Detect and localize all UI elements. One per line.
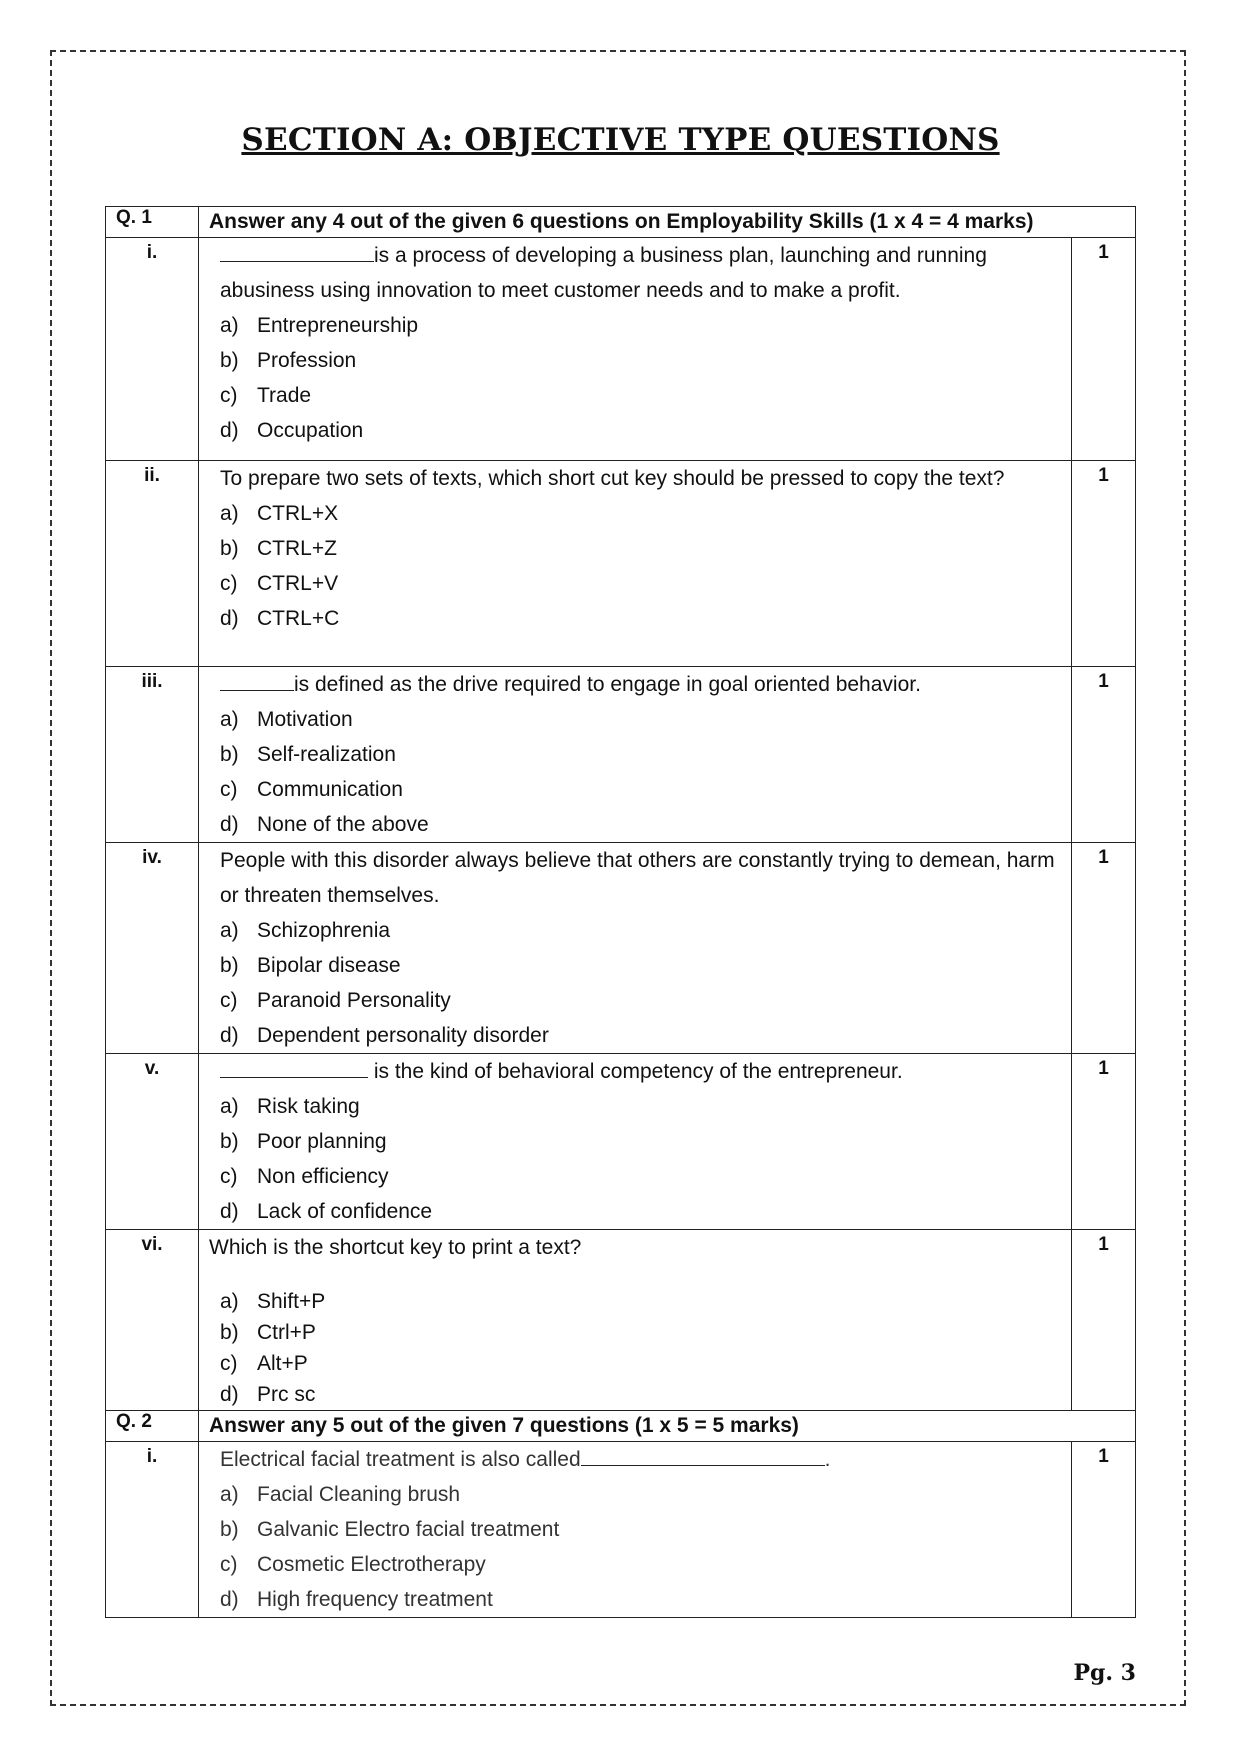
question-number: v. [106,1054,199,1230]
question-number: vi. [106,1230,199,1411]
option-item: b) Bipolar disease [220,954,401,977]
marks: 1 [1072,238,1136,461]
options-list [220,496,1061,636]
question-body [199,667,1072,843]
q2-number: Q. 2 [106,1411,199,1442]
answer-blank [581,1443,825,1466]
options-list [220,1089,1061,1229]
q1-number: Q. 1 [106,207,199,238]
option-item: d) High frequency treatment [220,1588,493,1611]
question-body [199,1230,1072,1411]
question-number: i. [106,1442,199,1618]
question-body [199,461,1072,667]
option-item: c) Trade [220,384,312,407]
question-body [199,1054,1072,1230]
options-list [220,1477,1061,1617]
options-list [220,1286,1061,1410]
page-number: Pg. 3 [1073,1660,1136,1686]
question-text: People with this disorder always believe that others are constantly trying to demean, harm or threaten themselves. [220,849,1055,907]
option-item: b) CTRL+Z [220,537,337,560]
question-number: ii. [106,461,199,667]
option-item: c) Communication [220,778,403,801]
question-text: To prepare two sets of texts, which short cut key should be pressed to copy the text? [220,467,1005,490]
question-number: i. [106,238,199,461]
question-body [199,1442,1072,1618]
option-item: c) Cosmetic Electrotherapy [220,1553,486,1576]
question-text: is a process of developing a business plan, launching and running abusiness using innovation to meet customer needs and to make a profit. [220,238,1061,308]
option-item: d) None of the above [220,813,429,836]
question-text: is defined as the drive required to engage in goal oriented behavior. [220,667,1061,702]
marks: 1 [1072,461,1136,667]
option-item: c) CTRL+V [220,572,339,595]
options-list [220,913,1061,1053]
option-item: b) Profession [220,349,357,372]
option-item: d) Occupation [220,419,364,442]
option-item: a) Risk taking [220,1095,360,1118]
question-table [105,206,1136,1618]
option-item: a) Motivation [220,708,353,731]
section-title: SECTION A: OBJECTIVE TYPE QUESTIONS [241,122,1000,158]
option-item: b) Poor planning [220,1130,387,1153]
option-item: d) CTRL+C [220,607,340,630]
marks: 1 [1072,1230,1136,1411]
option-item: c) Alt+P [220,1352,308,1375]
question-text: Electrical facial treatment is also called . [220,1442,1061,1477]
option-item: c) Non efficiency [220,1165,389,1188]
option-item: d) Prc sc [220,1383,316,1406]
question-row [106,461,1136,667]
marks: 1 [1072,1054,1136,1230]
q1-header-row [106,207,1136,238]
q2-heading: Answer any 5 out of the given 7 questions (1 x 5 = 5 marks) [199,1411,1136,1442]
option-item: b) Ctrl+P [220,1321,316,1344]
question-number: iv. [106,843,199,1054]
option-item: c) Paranoid Personality [220,989,451,1012]
q1-heading: Answer any 4 out of the given 6 questions on Employability Skills (1 x 4 = 4 marks) [199,207,1136,238]
option-item: a) Shift+P [220,1290,326,1313]
marks: 1 [1072,667,1136,843]
options-list [220,702,1061,842]
answer-blank [220,239,374,262]
option-item: b) Self-realization [220,743,396,766]
option-item: a) Entrepreneurship [220,314,419,337]
question-number: iii. [106,667,199,843]
question-row [106,1230,1136,1411]
question-body [199,238,1072,461]
option-item: d) Dependent personality disorder [220,1024,549,1047]
question-text: Which is the shortcut key to print a text? [209,1236,582,1259]
option-item: a) Facial Cleaning brush [220,1483,461,1506]
q2-header-row [106,1411,1136,1442]
answer-blank [220,668,294,691]
option-item: d) Lack of confidence [220,1200,433,1223]
option-item: a) Schizophrenia [220,919,391,942]
option-item: b) Galvanic Electro facial treatment [220,1518,560,1541]
question-row [106,843,1136,1054]
question-row [106,1054,1136,1230]
options-list [220,308,1061,448]
question-text: is the kind of behavioral competency of the entrepreneur. [220,1054,1061,1089]
option-item: a) CTRL+X [220,502,339,525]
marks: 1 [1072,1442,1136,1618]
question-body [199,843,1072,1054]
answer-blank [220,1055,368,1078]
marks: 1 [1072,843,1136,1054]
question-row [106,238,1136,461]
question-row [106,667,1136,843]
question-row [106,1442,1136,1618]
